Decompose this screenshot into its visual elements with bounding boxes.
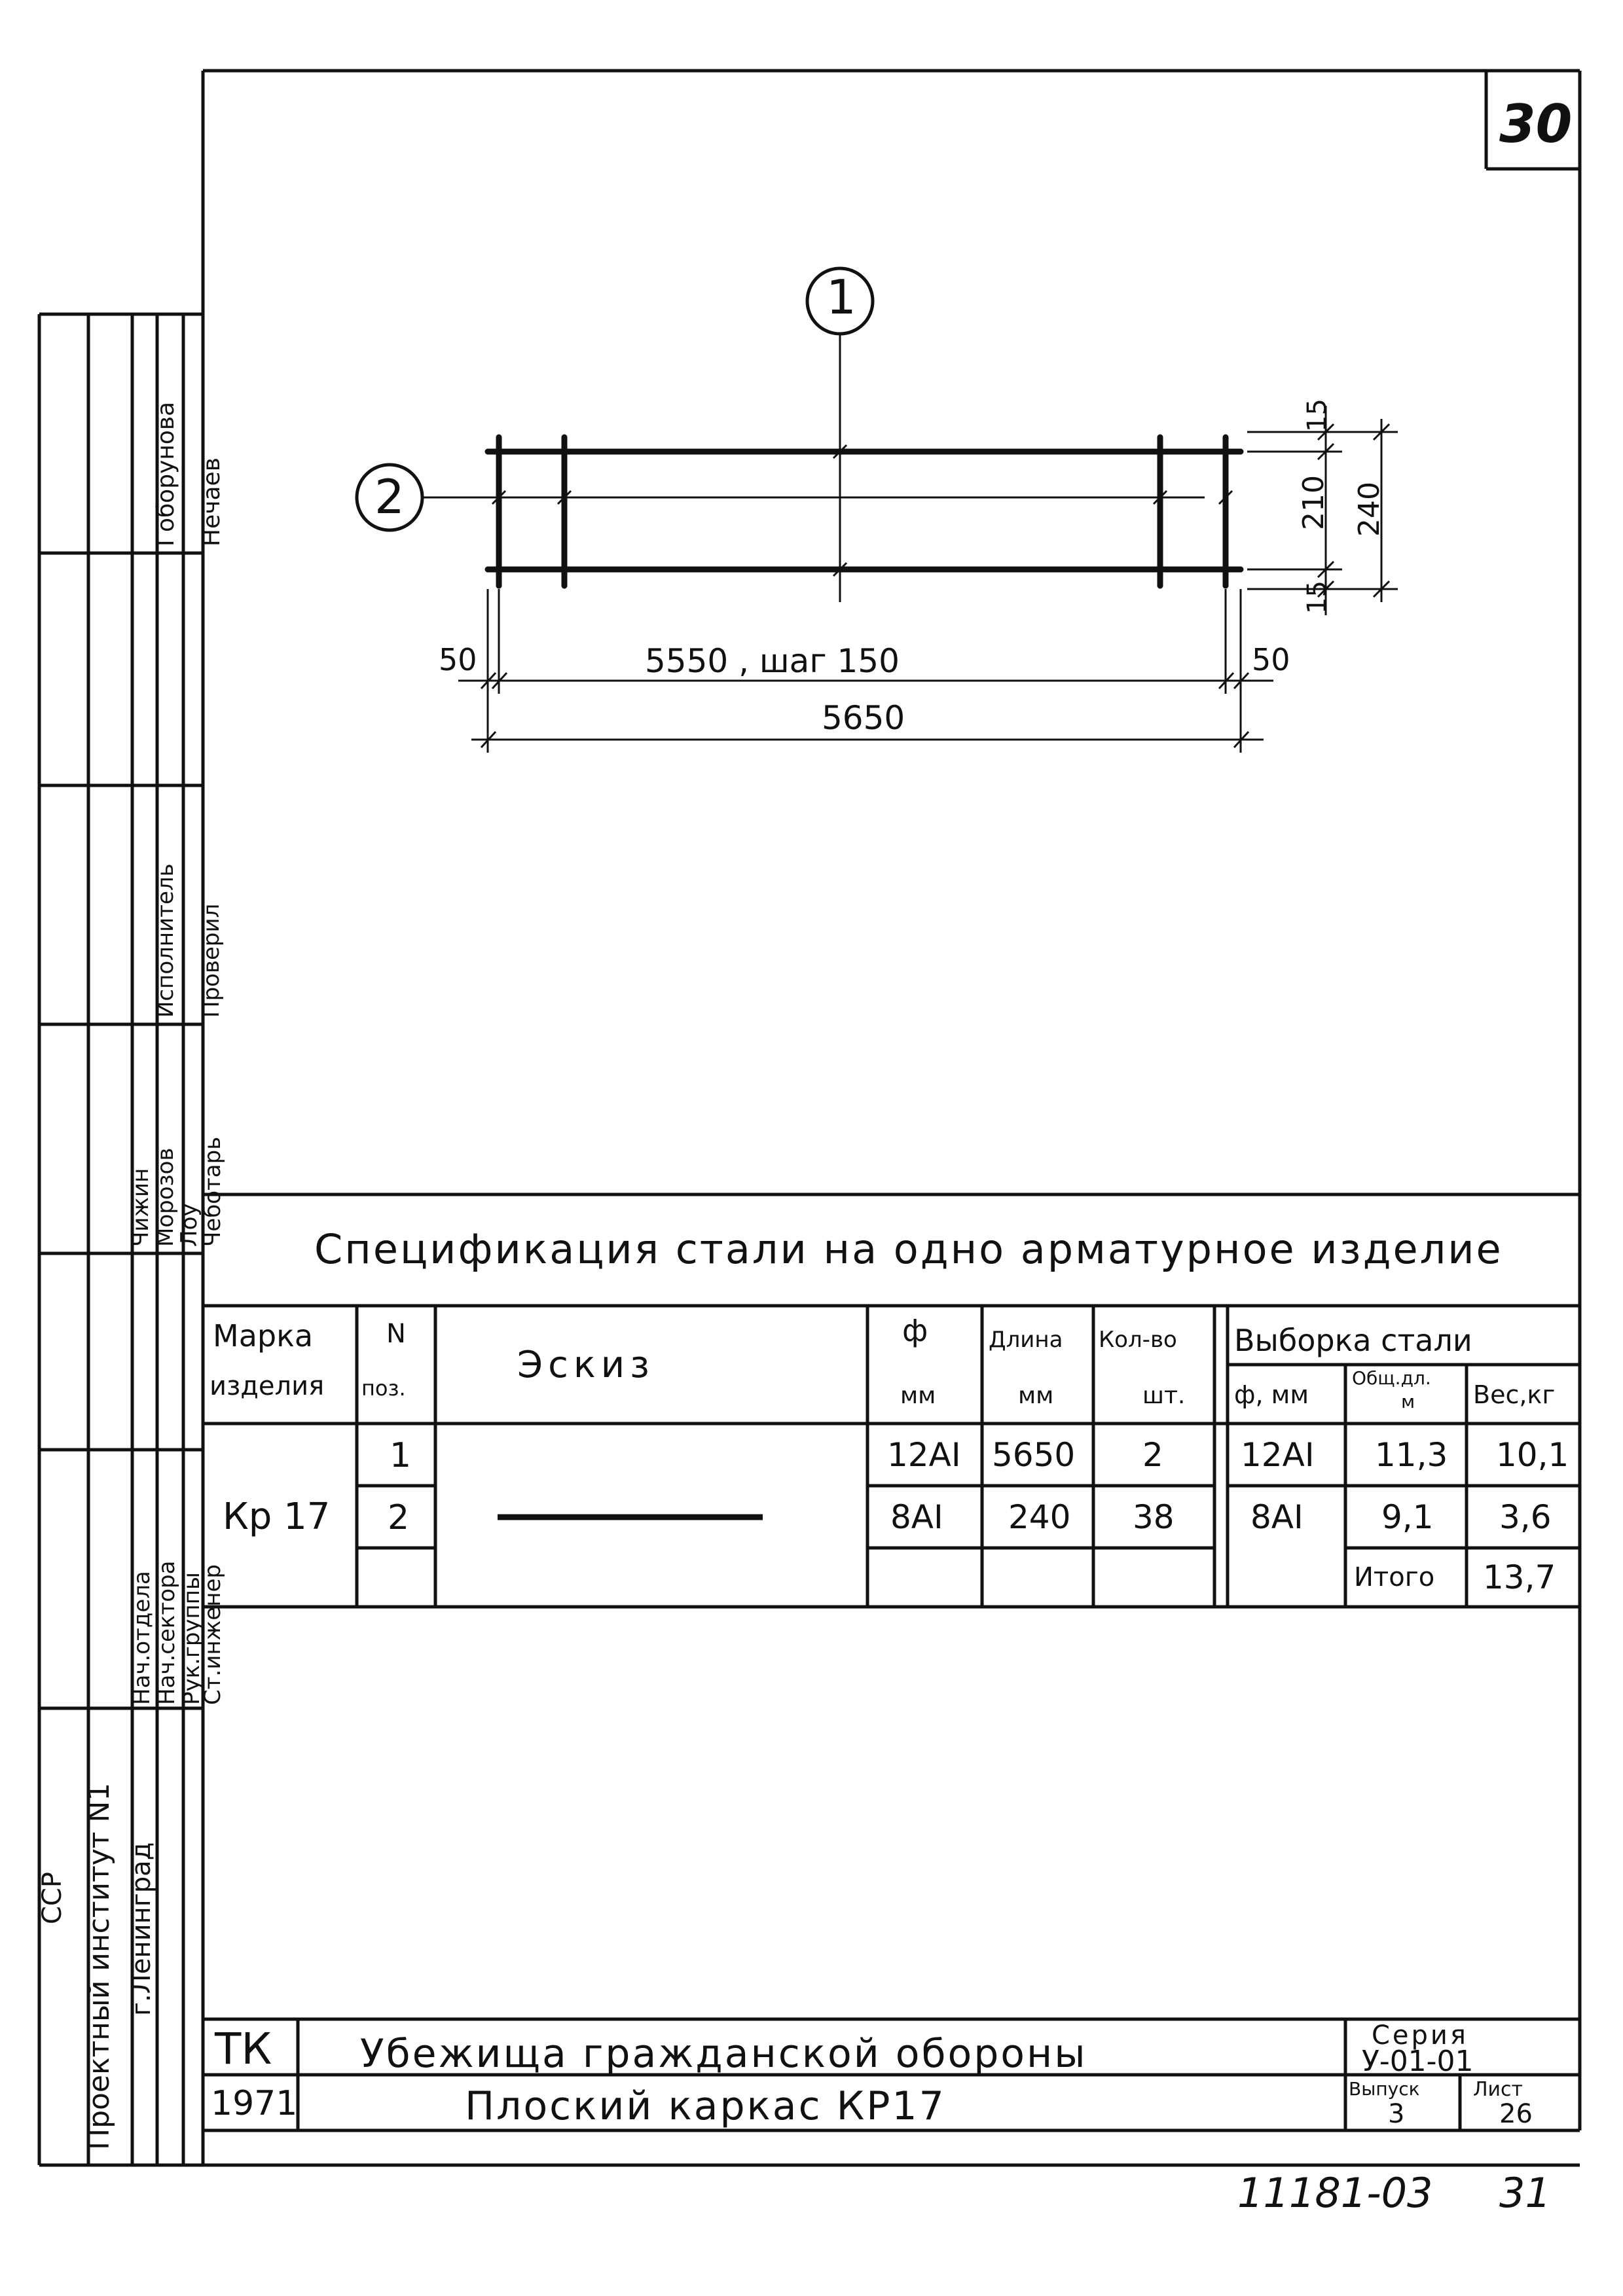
role-nach-otdela: Нач.отдела [129,1571,155,1705]
series-label: Серия [1372,2020,1468,2051]
total-value: 13,7 [1483,1558,1556,1596]
archive-number: 11181-03 [1237,2169,1433,2217]
hdr-len-2: мм [1018,1382,1054,1409]
dim-210: 210 [1297,475,1330,530]
name-gorbunova: Гоборунова [153,401,179,547]
issue-label: Выпуск [1349,2078,1420,2100]
stamp-title: Убежища гражданской обороны [360,2031,1087,2077]
hdr-n-1: N [386,1319,406,1349]
dim-total: 5650 [822,699,905,737]
hdr-marka-1: Марка [213,1318,314,1354]
dim-span: 5550 , шаг 150 [645,642,900,680]
row2-qty: 38 [1133,1498,1175,1536]
hdr-sel-weight: Вес,кг [1473,1380,1556,1409]
hdr-selection: Выборка стали [1234,1323,1472,1358]
row1-length: 5650 [992,1436,1076,1474]
hdr-len-1: Длина [989,1327,1063,1353]
hdr-phi-1: ф [902,1313,928,1348]
hdr-n-2: поз. [361,1376,406,1401]
name-chebotar: Чеботарь [200,1136,226,1247]
dim-bottom-15: 15 [1302,581,1332,614]
role-nach-sektora: Нач.сектора [154,1560,180,1705]
issue-value: 3 [1388,2099,1405,2129]
role-st-inzhener: Ст.инженер [200,1564,226,1705]
spec-title: Спецификация стали на одно арматурное изделие [314,1225,1503,1273]
dim-top-15: 15 [1302,399,1332,432]
spec-mark: Кр 17 [223,1496,331,1538]
row2-weight: 3,6 [1499,1498,1552,1536]
sheet-number-box: 30 [1499,94,1573,154]
hdr-phi-2: мм [900,1382,936,1409]
row1-weight: 10,1 [1496,1436,1569,1474]
sheet-label: Лист [1473,2078,1523,2101]
role-ispolnitel: Исполнитель [153,863,179,1018]
institute-name: Проектный институт N1 [82,1782,116,2150]
hdr-sketch: Эскиз [517,1344,655,1386]
name-morozov: Морозов [153,1147,179,1247]
hdr-sel-phi: ф, мм [1234,1380,1309,1409]
hdr-sel-len-2: м [1401,1391,1415,1412]
hdr-qty-1: Кол-во [1099,1327,1177,1353]
row2-total-len: 9,1 [1381,1498,1434,1536]
dim-right-50: 50 [1252,642,1290,677]
total-label: Итого [1354,1562,1435,1592]
row2-pos: 2 [388,1498,410,1537]
row1-pos: 1 [390,1436,412,1475]
row1-qty: 2 [1142,1436,1163,1474]
role-proveril: Проверил [198,903,225,1018]
row2-phi: 8АI [890,1498,943,1536]
role-ruk-gruppy: Рук.группы [179,1572,205,1705]
stamp-subtitle: Плоский каркас КР17 [465,2083,946,2129]
dim-left-50: 50 [439,642,477,677]
hdr-sel-len-1: Общ.дл. [1352,1367,1431,1389]
row2-length: 240 [1008,1498,1071,1536]
hdr-marka-2: изделия [210,1371,325,1401]
stamp-code: ТК [215,2024,272,2074]
row1-sel-phi: 12АI [1241,1436,1315,1474]
row1-phi: 12АI [887,1436,961,1474]
series-value: У-01-01 [1362,2045,1474,2078]
dim-240: 240 [1353,482,1386,537]
callout-2: 2 [374,469,405,524]
hdr-qty-2: шт. [1142,1382,1186,1409]
callout-1: 1 [826,270,856,325]
ministry: ССР [37,1872,67,1924]
sheet-value: 26 [1499,2099,1533,2129]
row1-total-len: 11,3 [1375,1436,1448,1474]
stamp-year: 1971 [211,2084,298,2123]
name-lou: Лоу [176,1203,202,1247]
institute-city: г.Ленинград [126,1842,156,2016]
row2-sel-phi: 8АI [1250,1498,1304,1536]
name-chizhin: Чижин [128,1168,154,1247]
name-nechaev: Нечаев [198,457,225,547]
page-number: 31 [1499,2169,1551,2217]
